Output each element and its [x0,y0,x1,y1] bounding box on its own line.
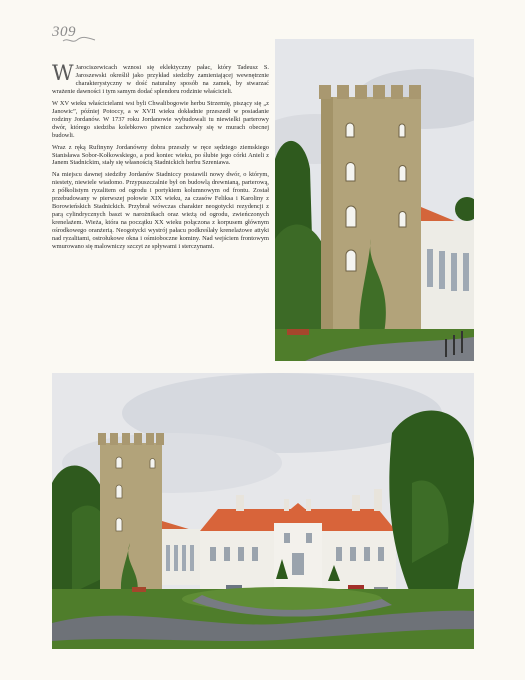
photo-tower [275,39,474,361]
drop-cap: W [52,61,74,85]
paragraph-1 [52,61,269,96]
photo-palace [52,373,474,649]
paragraph-2: W XV wieku właścicielami wsi byli Chwalibogowie herbu Strzemię, piszący się „z Janowic”, później Potoccy, a w XVII wieku dokładnie przeszedł w posiadanie rodziny Jordanów. W 1737 roku Jordanowie wybudowali tu niewielki parterowy dwór, którego siedziba kolebkowo piwnice zachowały się w murach obecnej budowli. [52,99,269,139]
paragraph-3: Wraz z ręką Rufinyny Jordanówny dobra przeszły w ręce sędziego ziemskiego Stanisława Sobor-Kołkowskiego, a pod koniec wieku, po ślubie jego córki Anieli z Janem Stadnickim, stały się własnością Stadnickich herbu Szreniawa. [52,143,269,167]
page-number-ornament [62,36,96,44]
paragraph-4: Na miejscu dawnej siedziby Jordanów Stadniccy postawili nowy dwór, o którym, niestety, niewiele wiadomo. Przypuszczalnie był on budowlą drewnianą, parterową, z półkolistym ryzalitem od ogrodu i portykiem kolumnowym od frontu. Został przebudowany w pierwszej połowie XIX wieku, za czasów Feliksa i Karoliny z Borowieńskich Stadnickich. Przybrał wówczas charakter neogotycki rezydencji z parą cylindrycznych baszt w narożnikach oraz wieżą od ogrodu, zwieńczonych krenelażem. Wieża, która na początku XX wieku połączona z korpusem głównym ośrodkowego oranżerią. Neogotycki wystrój pałacu podkreślały krenelażowe attyki nad ryzalitami, ostrołukowe okna i ośmioboczne kominy. Nad wejściem frontowym wmurowano się malowniczy szczyt ze spływami i sterczynami. [52,171,269,251]
page-number: 309 [52,24,76,40]
paragraph-1-text: Jarociszewicach wznosi się eklektyczny pałac, który Tadeusz S. Jaroszewski określił jako przykład siedziby zamieniającej wewnętrznie charakterystyczny w dość naturalny sposób na zamek, by stwarzać wrażenie dawności i tym samym dodać splendoru rodzinie właścicieli. [52,64,269,95]
article-text [52,61,269,255]
